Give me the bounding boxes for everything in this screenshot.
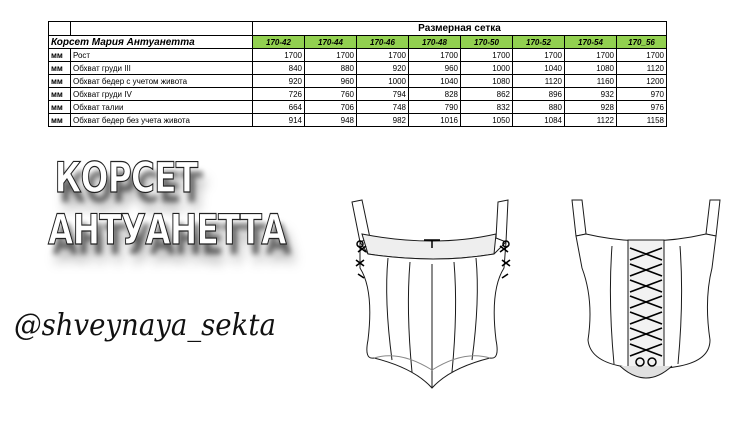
measurement-value: 1016 bbox=[409, 114, 461, 127]
size-header: 170-54 bbox=[565, 36, 617, 49]
corset-back-view bbox=[560, 190, 740, 395]
measurement-value: 832 bbox=[461, 101, 513, 114]
measurement-label: Обхват груди III bbox=[71, 62, 253, 75]
measurement-value: 828 bbox=[409, 88, 461, 101]
measurement-value: 1200 bbox=[617, 75, 667, 88]
size-header: 170_56 bbox=[617, 36, 667, 49]
measurement-label: Обхват бедер без учета живота bbox=[71, 114, 253, 127]
measurement-value: 840 bbox=[253, 62, 305, 75]
measurement-value: 1700 bbox=[461, 49, 513, 62]
neckline-band bbox=[362, 234, 496, 259]
back-left-strap bbox=[572, 200, 586, 236]
measurement-label: Обхват бедер с учетом живота bbox=[71, 75, 253, 88]
measurement-value: 1700 bbox=[513, 49, 565, 62]
size-table bbox=[48, 21, 667, 127]
table-row bbox=[49, 88, 667, 101]
measurement-value: 914 bbox=[253, 114, 305, 127]
corset-front-view bbox=[340, 190, 530, 395]
measurement-value: 1080 bbox=[461, 75, 513, 88]
unit-cell: мм bbox=[49, 88, 71, 101]
measurement-value: 1120 bbox=[513, 75, 565, 88]
measurement-value: 862 bbox=[461, 88, 513, 101]
measurement-value: 976 bbox=[617, 101, 667, 114]
measurement-value: 880 bbox=[513, 101, 565, 114]
unit-cell: мм bbox=[49, 101, 71, 114]
measurement-value: 790 bbox=[409, 101, 461, 114]
measurement-value: 1000 bbox=[357, 75, 409, 88]
measurement-value: 920 bbox=[253, 75, 305, 88]
measurement-value: 1700 bbox=[617, 49, 667, 62]
measurement-value: 706 bbox=[305, 101, 357, 114]
right-strap bbox=[496, 200, 508, 242]
measurement-value: 1122 bbox=[565, 114, 617, 127]
measurement-value: 1158 bbox=[617, 114, 667, 127]
measurement-value: 1000 bbox=[461, 62, 513, 75]
table-row bbox=[49, 101, 667, 114]
measurement-value: 1040 bbox=[409, 75, 461, 88]
size-header: 170-46 bbox=[357, 36, 409, 49]
size-header: 170-48 bbox=[409, 36, 461, 49]
size-header: 170-44 bbox=[305, 36, 357, 49]
measurement-value: 794 bbox=[357, 88, 409, 101]
table-row bbox=[49, 75, 667, 88]
author-handle: @shveynaya_sekta bbox=[14, 308, 276, 343]
unit-cell: мм bbox=[49, 62, 71, 75]
measurement-label: Рост bbox=[71, 49, 253, 62]
size-header: 170-50 bbox=[461, 36, 513, 49]
unit-cell: мм bbox=[49, 114, 71, 127]
measurement-value: 1120 bbox=[617, 62, 667, 75]
unit-cell: мм bbox=[49, 49, 71, 62]
measurement-value: 932 bbox=[565, 88, 617, 101]
measurement-value: 948 bbox=[305, 114, 357, 127]
unit-cell: мм bbox=[49, 75, 71, 88]
measurement-value: 960 bbox=[305, 75, 357, 88]
measurement-value: 726 bbox=[253, 88, 305, 101]
table-row bbox=[49, 62, 667, 75]
table-header-row bbox=[49, 36, 667, 49]
measurement-value: 1040 bbox=[513, 62, 565, 75]
title-line-2: АНТУАНЕТТА bbox=[48, 205, 286, 254]
measurement-label: Обхват груди IV bbox=[71, 88, 253, 101]
measurement-value: 748 bbox=[357, 101, 409, 114]
measurement-value: 982 bbox=[357, 114, 409, 127]
measurement-value: 1700 bbox=[305, 49, 357, 62]
size-header: 170-52 bbox=[513, 36, 565, 49]
table-title: Размерная сетка bbox=[253, 22, 667, 36]
size-header: 170-42 bbox=[253, 36, 305, 49]
measurement-value: 664 bbox=[253, 101, 305, 114]
corset-title bbox=[48, 152, 286, 256]
measurement-value: 920 bbox=[357, 62, 409, 75]
measurement-value: 1084 bbox=[513, 114, 565, 127]
table-row bbox=[49, 49, 667, 62]
measurement-value: 1700 bbox=[409, 49, 461, 62]
table-row bbox=[49, 114, 667, 127]
measurement-value: 896 bbox=[513, 88, 565, 101]
back-right-strap bbox=[706, 200, 720, 236]
measurement-value: 1700 bbox=[253, 49, 305, 62]
measurement-value: 760 bbox=[305, 88, 357, 101]
model-name: Корсет Мария Антуанетта bbox=[49, 36, 253, 49]
title-line-1: КОРСЕТ bbox=[54, 153, 198, 202]
measurement-value: 1700 bbox=[565, 49, 617, 62]
measurement-value: 928 bbox=[565, 101, 617, 114]
measurement-label: Обхват талии bbox=[71, 101, 253, 114]
measurement-value: 1700 bbox=[357, 49, 409, 62]
measurement-value: 880 bbox=[305, 62, 357, 75]
measurement-value: 1160 bbox=[565, 75, 617, 88]
measurement-value: 1080 bbox=[565, 62, 617, 75]
corset-body bbox=[360, 242, 506, 388]
table-title-row bbox=[49, 22, 667, 36]
measurement-value: 970 bbox=[617, 88, 667, 101]
measurement-value: 1050 bbox=[461, 114, 513, 127]
measurement-value: 960 bbox=[409, 62, 461, 75]
